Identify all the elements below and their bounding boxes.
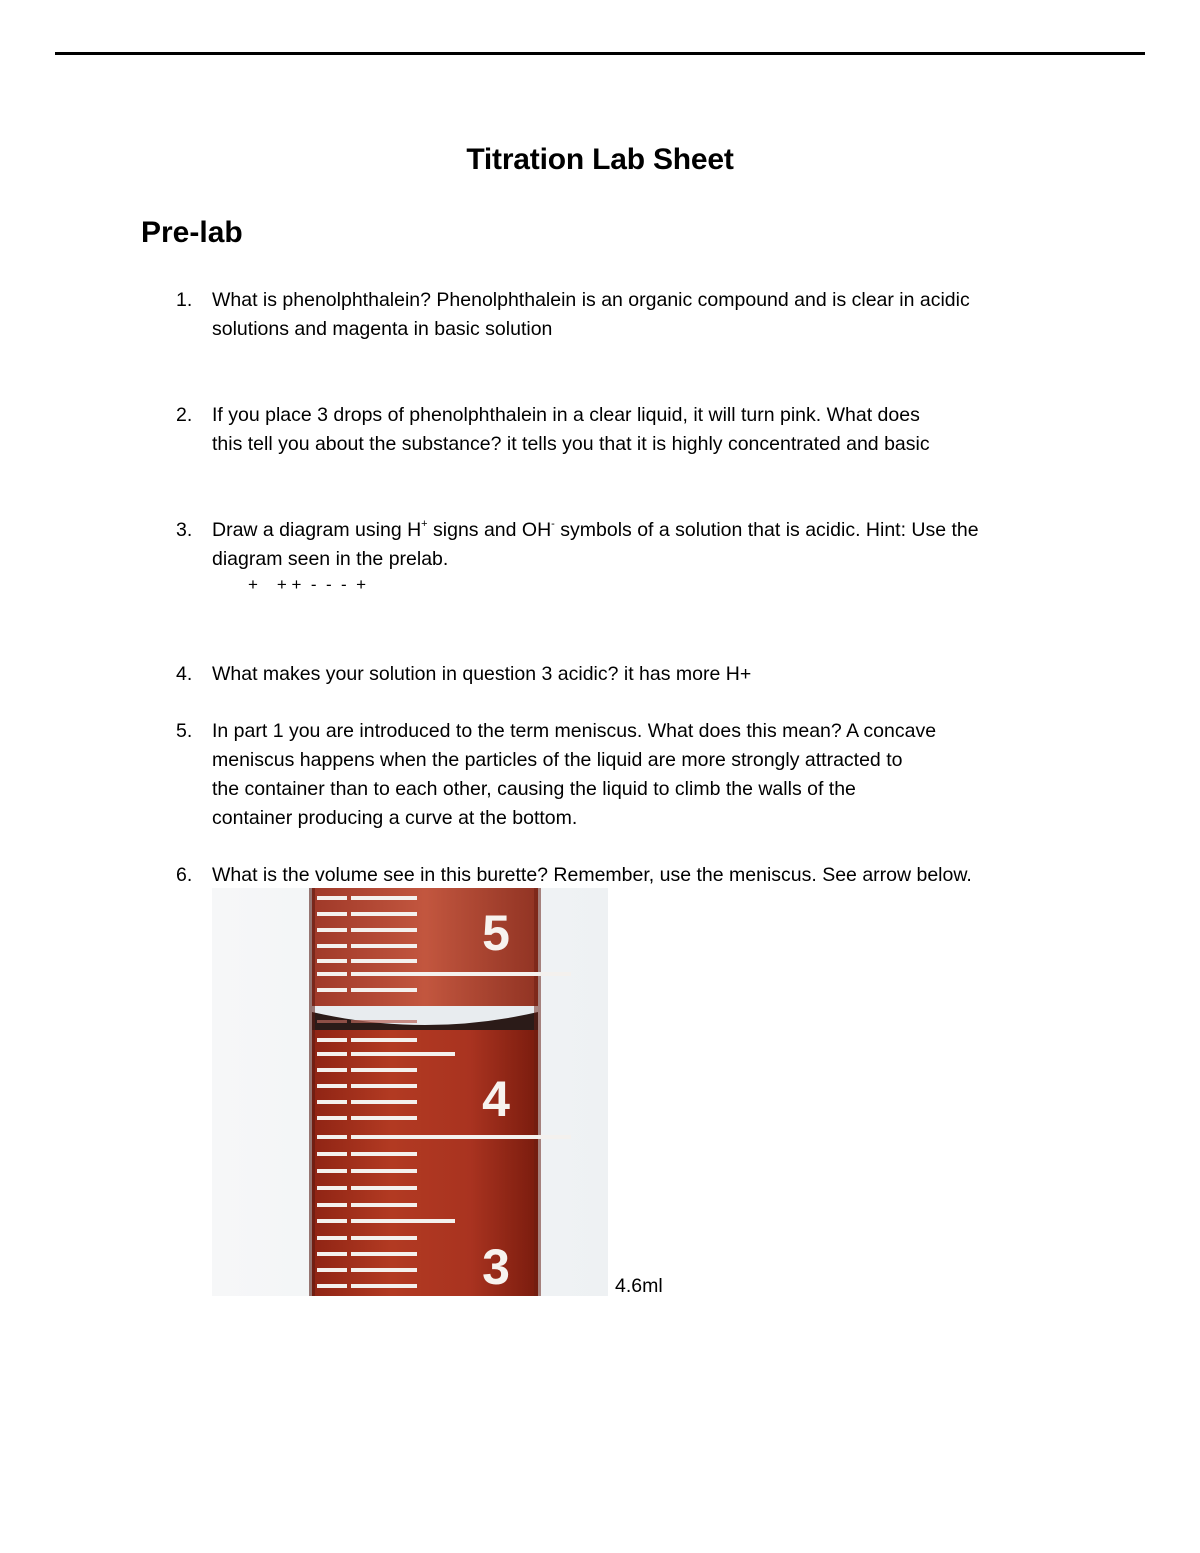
burette-photo (212, 888, 608, 1296)
question-text-line: What makes your solution in question 3 acidic? it has more H+ (212, 663, 752, 685)
section-heading: Pre-lab (141, 216, 243, 249)
question-text-line: meniscus happens when the particles of the liquid are more strongly attracted to (212, 749, 903, 771)
question-number: 1. (176, 289, 193, 311)
question-number: 6. (176, 864, 193, 886)
question-text-line: the container than to each other, causing the liquid to climb the walls of the (212, 778, 856, 800)
text-segment: signs and OH (427, 519, 552, 541)
top-rule (55, 52, 1145, 55)
question-text-line: container producing a curve at the bottom. (212, 807, 578, 829)
page-title: Titration Lab Sheet (466, 143, 734, 176)
text-segment: Draw a diagram using H (212, 519, 422, 541)
question-text-line (212, 516, 1062, 545)
question-text-line: What is phenolphthalein? Phenolphthalein is an organic compound and is clear in acidic (212, 289, 970, 311)
question-text-line: In part 1 you are introduced to the term meniscus. What does this mean? A concave (212, 720, 937, 742)
question-text-line: this tell you about the substance? it tells you that it is highly concentrated and basic (212, 433, 930, 455)
question-number: 2. (176, 404, 193, 426)
question-number: 5. (176, 720, 193, 742)
superscript-plus: + (421, 518, 428, 530)
answer-text: 4.6ml (615, 1275, 663, 1297)
question-number: 3. (176, 519, 193, 541)
text-segment: symbols of a solution that is acidic. Hint: Use the (554, 519, 979, 541)
superscript-minus: - (551, 518, 555, 530)
scale-label-5: 5 (482, 905, 510, 961)
question-text-line: What is the volume see in this burette? Remember, use the meniscus. See arrow below. (212, 864, 972, 886)
scale-label-4: 4 (482, 1071, 510, 1127)
question-text-line: If you place 3 drops of phenolphthalein in a clear liquid, it will turn pink. What does (212, 404, 920, 426)
scale-label-3: 3 (482, 1239, 510, 1295)
question-text-line: diagram seen in the prelab. (212, 548, 449, 570)
question-number: 4. (176, 663, 193, 685)
question-text-line: solutions and magenta in basic solution (212, 318, 553, 340)
ion-symbols-diagram: + + + - - - + (248, 575, 367, 594)
